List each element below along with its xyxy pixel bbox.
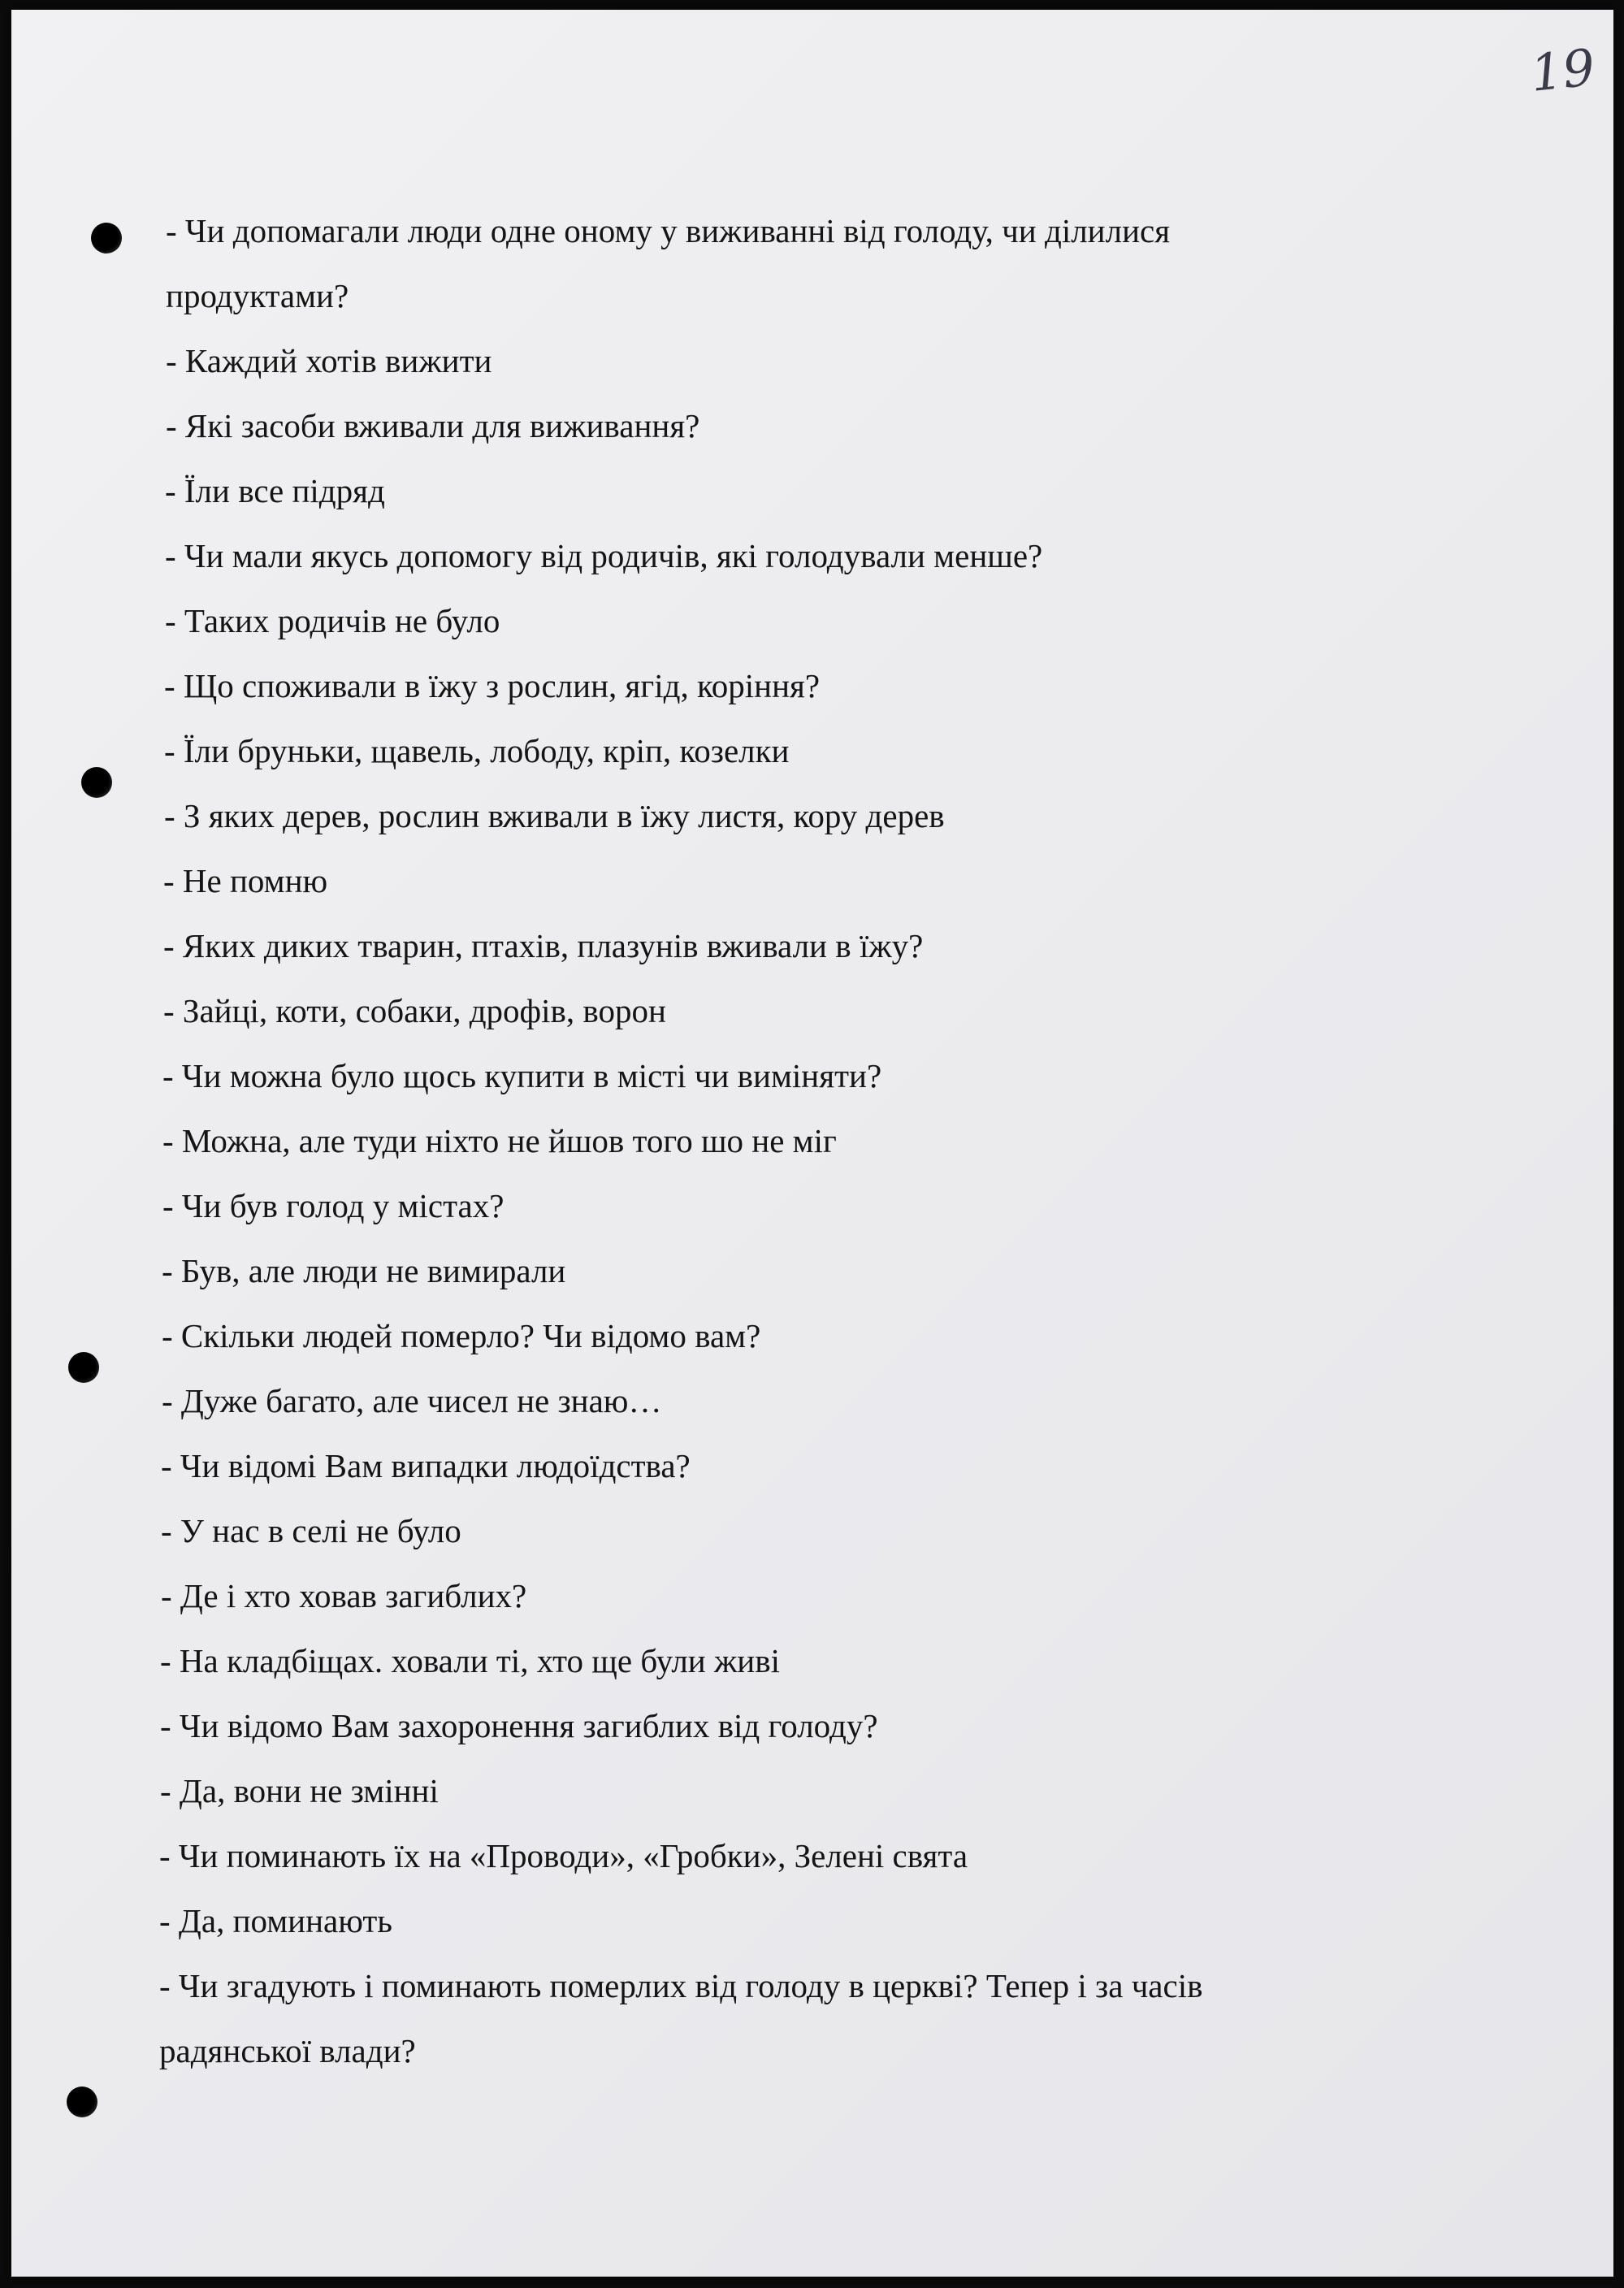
text-line: - Чи поминають їх на «Проводи», «Гробки», Зелені свята [159, 1837, 968, 1874]
text-line: - Які засоби вживали для виживання? [166, 407, 700, 444]
text-line: - Що споживали в їжу з рослин, ягід, коріння? [164, 667, 821, 704]
text-line: - Чи був голод у містах? [162, 1187, 505, 1224]
text-line: - Чи відомі Вам випадки людоїдства? [161, 1447, 691, 1484]
text-line: - Їли все підряд [165, 472, 385, 509]
text-line: - Да, вони не змінні [160, 1772, 439, 1809]
text-line: - Чи можна було щось купити в місті чи виміняти? [162, 1057, 882, 1094]
text-line: - Да, поминають [159, 1902, 392, 1939]
text-line: - На кладбіщах. ховали ті, хто ще були живі [160, 1642, 780, 1679]
text-line: - Скільки людей померло? Чи відомо вам? [162, 1317, 761, 1354]
text-line: радянської влади? [159, 2032, 416, 2069]
handwritten-page-number: 19 [1527, 37, 1598, 103]
text-line: - Зайці, коти, собаки, дрофів, ворон [163, 992, 666, 1029]
text-line: - Таких родичів не було [165, 602, 500, 639]
text-line: - Яких диких тварин, птахів, плазунів вживали в їжу? [163, 927, 924, 964]
punch-hole [81, 767, 112, 798]
text-line: - Їли бруньки, щавель, лободу, кріп, козелки [164, 732, 790, 769]
text-line: - Чи відомо Вам захоронення загиблих від голоду? [160, 1707, 878, 1744]
text-line: - Не помню [163, 862, 328, 899]
paper-sheet [11, 10, 1613, 2277]
text-line: - Чи допомагали люди одне оному у виживанні від голоду, чи ділилися [166, 212, 1171, 249]
text-line: - У нас в селі не було [161, 1512, 461, 1549]
text-line: продуктами? [166, 277, 349, 314]
text-line: - Дуже багато, але чисел не знаю… [162, 1382, 662, 1419]
text-line: - Де і хто ховав загиблих? [161, 1577, 527, 1614]
text-line: - Можна, але туди ніхто не йшов того шо не міг [162, 1122, 837, 1159]
text-line: - Каждий хотів вижити [166, 342, 492, 379]
punch-hole [91, 223, 122, 254]
punch-hole [67, 2086, 97, 2117]
text-line: - Чи згадують і поминають померлих від голоду в церкві? Тепер і за часів [159, 1967, 1203, 2004]
punch-hole [68, 1352, 99, 1383]
text-line: - Чи мали якусь допомогу від родичів, які голодували менше? [165, 537, 1043, 574]
text-line: - Був, але люди не вимирали [162, 1252, 566, 1289]
text-line: - З яких дерев, рослин вживали в їжу листя, кору дерев [164, 797, 945, 834]
